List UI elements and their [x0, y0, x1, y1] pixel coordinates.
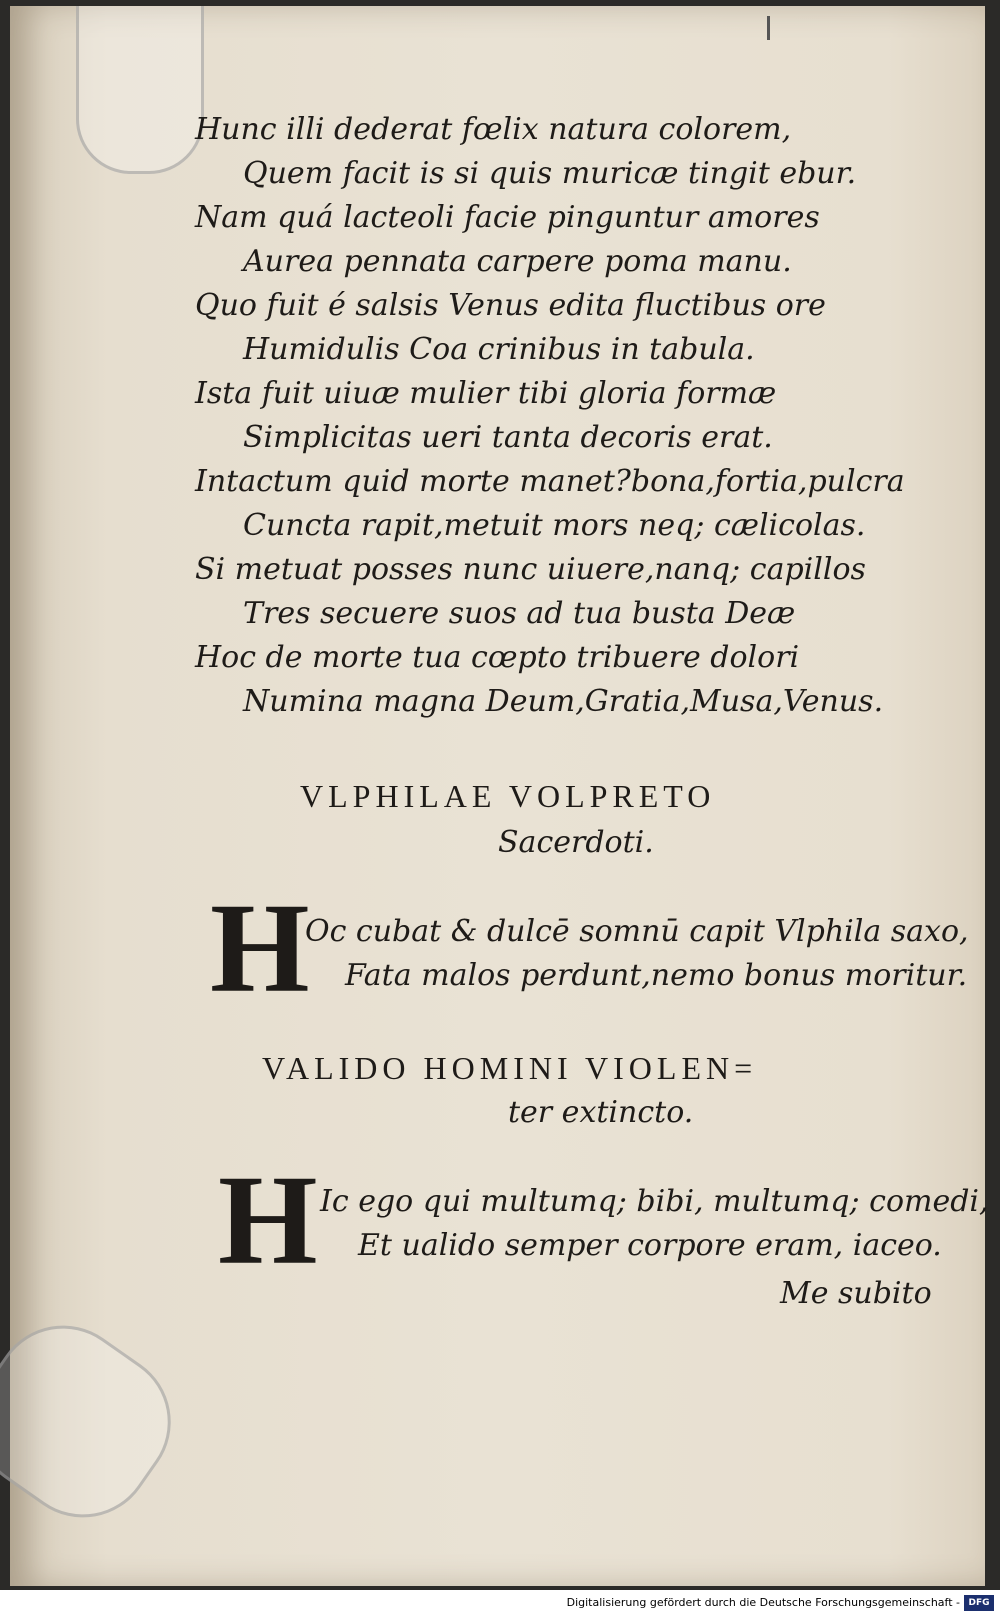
- page-clip-top: [76, 6, 204, 174]
- drop-capital: H: [210, 877, 310, 1019]
- page-clip-bottom: [0, 1298, 198, 1545]
- verse-line: Nam quá lacteoli facie pinguntur amores: [195, 200, 820, 235]
- epitaph-heading: VLPHILAE VOLPRETO: [300, 778, 716, 814]
- verse-line: Simplicitas ueri tanta decoris erat.: [243, 420, 773, 455]
- verse-line: Quem facit is si quis muricæ tingit ebur.: [243, 156, 857, 191]
- verse-line: Intactum quid morte manet?bona,fortia,pulcra: [195, 464, 905, 499]
- verse-line: Humidulis Coa crinibus in tabula.: [243, 332, 755, 367]
- verse-line: Hoc de morte tua cœpto tribuere dolori: [195, 640, 800, 675]
- verse-line: Numina magna Deum,Gratia,Musa,Venus.: [243, 684, 884, 719]
- funding-notice: Digitalisierung gefördert durch die Deutsche Forschungsgemeinschaft -: [566, 1596, 960, 1609]
- page-mark: [767, 16, 770, 40]
- epitaph-verse: [305, 910, 969, 998]
- verse-line: Ista fuit uiuæ mulier tibi gloria formæ: [195, 376, 777, 411]
- footer-bar: [0, 1592, 1000, 1618]
- verse-line: Aurea pennata carpere poma manu.: [243, 244, 792, 279]
- verse-line: Ic ego qui multumq; bibi, multumq; comedi,: [320, 1184, 989, 1219]
- verse-line: Hunc illi dederat fœlix natura colorem,: [195, 112, 792, 147]
- dfg-logo-icon: DFG: [964, 1595, 994, 1611]
- verse-line: Quo fuit é salsis Venus edita fluctibus ore: [195, 288, 826, 323]
- epitaph-subheading: ter extincto.: [508, 1095, 694, 1130]
- verse-line: Cuncta rapit,metuit mors neq; cælicolas.: [243, 508, 866, 543]
- verse-line: Oc cubat & dulcē somnū capit Vlphila saxo,: [305, 914, 969, 949]
- drop-capital: H: [218, 1149, 318, 1291]
- epitaph-verse: [320, 1180, 989, 1268]
- verse-line: Tres secuere suos ad tua busta Deæ: [243, 596, 796, 631]
- catchword: Me subito: [780, 1276, 932, 1311]
- epitaph-heading: VALIDO HOMINI VIOLEN=: [262, 1050, 758, 1086]
- epitaph-subheading: Sacerdoti.: [498, 825, 654, 860]
- verse-line: Si metuat posses nunc uiuere,nanq; capillos: [195, 552, 866, 587]
- verse-line: Fata malos perdunt,nemo bonus moritur.: [345, 958, 968, 993]
- poem-verse: [195, 108, 905, 724]
- verse-line: Et ualido semper corpore eram, iaceo.: [358, 1228, 942, 1263]
